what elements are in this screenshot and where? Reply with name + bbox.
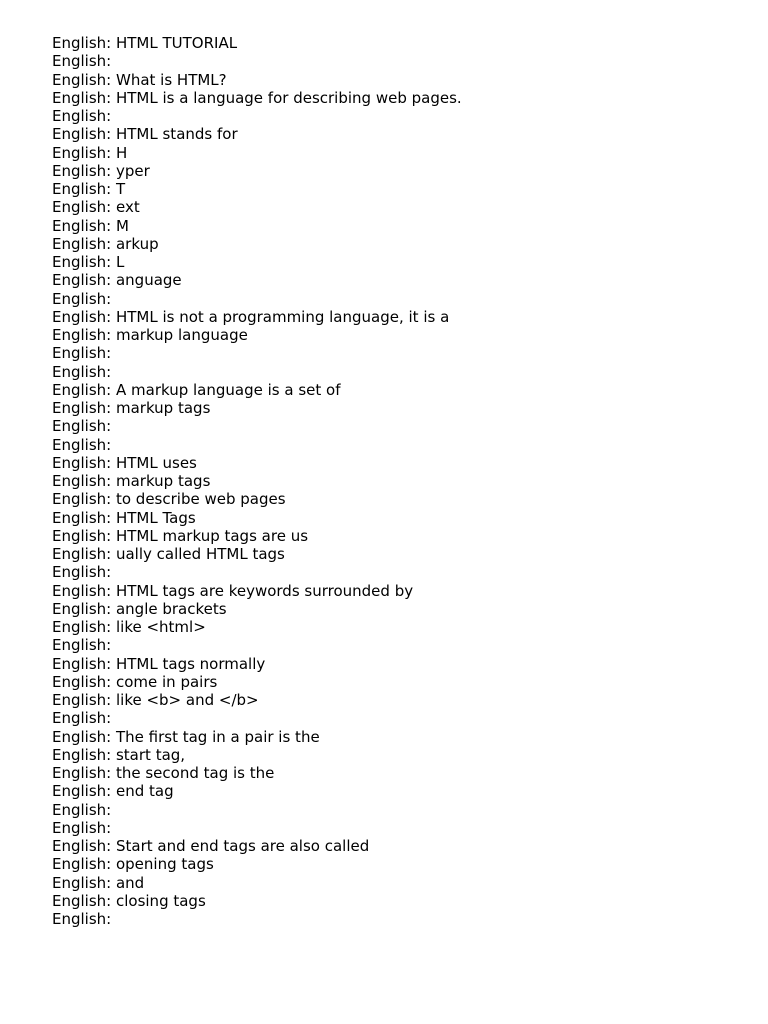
text-line: English: like <b> and </b>	[52, 691, 259, 709]
text-line: English: HTML is a language for describing web pages.	[52, 88, 462, 107]
text-line: English: L	[52, 253, 125, 271]
text-line: English: closing tags	[52, 891, 206, 910]
text-line: English: arkup	[52, 234, 159, 253]
text-line: English: opening tags	[52, 855, 214, 874]
text-line: English: to describe web pages	[52, 490, 286, 509]
text-line: English:	[52, 344, 112, 363]
text-line: English: HTML stands for	[52, 125, 238, 144]
text-line: English: The first tag in a pair is the	[52, 727, 320, 746]
text-line: English:	[52, 800, 112, 819]
text-line: English: Start and end tags are also called	[52, 837, 370, 855]
text-line: English:	[52, 289, 112, 308]
text-line: English: markup tags	[52, 472, 211, 490]
text-line: English: HTML markup tags are us	[52, 526, 309, 545]
text-line: English: H	[52, 143, 128, 162]
text-line: English: anguage	[52, 271, 182, 290]
text-line: English: HTML TUTORIAL	[52, 34, 238, 52]
text-line: English: come in pairs	[52, 672, 218, 691]
text-line: English:	[52, 818, 112, 837]
text-line: English:	[52, 910, 112, 928]
text-line: English: end tag	[52, 782, 174, 801]
text-line: English: markup tags	[52, 399, 211, 417]
text-line: English: T	[52, 180, 126, 198]
text-line: English: HTML Tags	[52, 508, 196, 527]
text-line: English: angle brackets	[52, 599, 227, 618]
text-line: English: ext	[52, 198, 140, 217]
text-line: English:	[52, 107, 112, 125]
text-line: English: ually called HTML tags	[52, 545, 285, 563]
text-line: English:	[52, 563, 112, 582]
text-line: English: the second tag is the	[52, 764, 275, 782]
text-line: English: like <html>	[52, 618, 206, 636]
text-line: English:	[52, 709, 112, 728]
text-line: English: A markup language is a set of	[52, 380, 341, 399]
text-line: English:	[52, 435, 112, 454]
text-line: English:	[52, 636, 112, 655]
text-line: English:	[52, 417, 112, 436]
text-line: English: M	[52, 216, 129, 235]
text-line: English: HTML tags normally	[52, 654, 266, 673]
text-line: English: What is HTML?	[52, 70, 227, 89]
text-line: English:	[52, 52, 112, 71]
text-line: English: and	[52, 873, 145, 892]
text-line: English: HTML is not a programming language, it is a	[52, 307, 450, 326]
document-text	[52, 34, 462, 928]
text-line: English: markup language	[52, 326, 248, 344]
text-line: English:	[52, 362, 112, 381]
text-line: English: HTML tags are keywords surrounded by	[52, 581, 414, 600]
text-line: English: yper	[52, 161, 150, 180]
text-line: English: HTML uses	[52, 453, 197, 472]
text-line: English: start tag,	[52, 745, 186, 764]
